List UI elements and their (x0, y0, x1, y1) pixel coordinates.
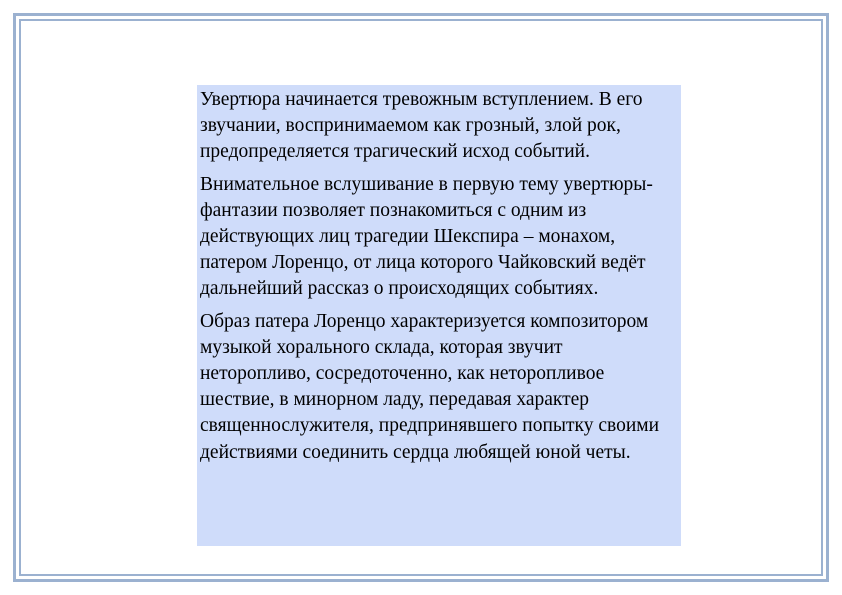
paragraph-intro: Увертюра начинается тревожным вступлением. В его звучании, воспринимаемом как грозный, злой рок, предопределяется трагический исход событий. (200, 89, 643, 163)
paragraph-lorenzo: Образ патера Лоренцо характеризуется композитором музыкой хорального склада, которая звучит неторопливо, сосредоточенно, как неторопливое шествие, в минорном ладу, передавая характер священнослужителя, предпринявшего попытку своими действиями соединить сердца любящей юной четы. (200, 310, 660, 463)
paragraph-first-theme: Внимательное вслушивание в первую тему увертюры-фантазии позволяет познакомиться с одним из действующих лиц трагедии Шекспира – монахом, патером Лоренцо, от лица которого Чайковский ведёт дальнейший рассказ о происходящих событиях. (200, 173, 653, 300)
text-box (197, 85, 681, 546)
